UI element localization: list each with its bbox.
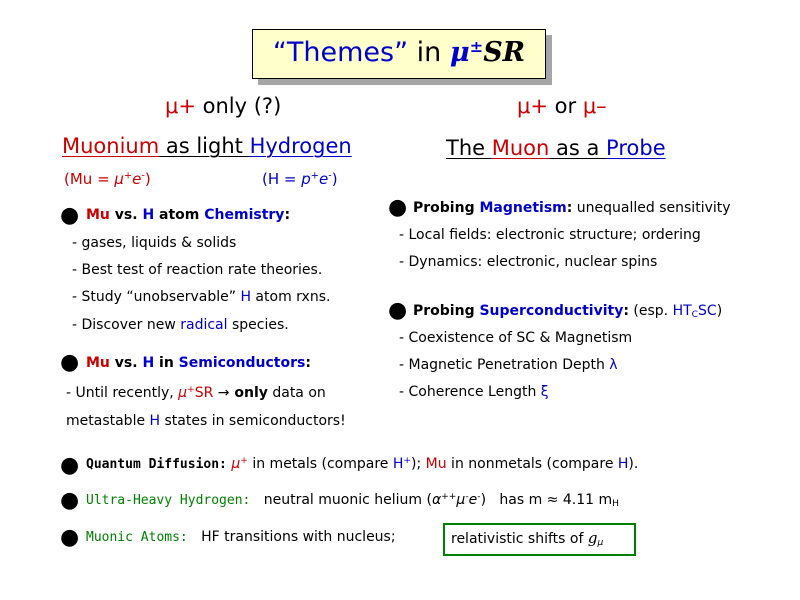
right-bullet-1: Probing Magnetism: unequalled sensitivity	[413, 200, 731, 216]
left-bullet-1: Mu vs. H atom Chemistry:	[86, 207, 291, 223]
bullet-icon: ●	[388, 195, 408, 220]
left-item-3: - Study “unobservable” H atom rxns.	[72, 289, 331, 305]
bullet-icon: ●	[60, 525, 80, 550]
formula-hydrogen: (H = p+e-)	[262, 170, 338, 188]
right-item-1: - Local fields: electronic structure; ordering	[399, 227, 701, 243]
bottom-bullet-2: Ultra-Heavy Hydrogen: neutral muonic helium (α++μ-e-) has m ≈ 4.11 $m_H$	[86, 492, 619, 509]
xi-symbol: ξ	[540, 384, 549, 400]
relativistic-shifts-text: relativistic shifts of $g_\mu$	[451, 529, 604, 548]
right-heading-2: The Muon as a Probe	[446, 136, 666, 160]
right-item-5: - Coherence Length ξ	[399, 384, 549, 400]
left-item-1: - gases, liquids & solids	[72, 235, 237, 251]
left-heading-1: μ+ only (?)	[165, 94, 282, 118]
left-bullet-2: Mu vs. H in Semiconductors:	[86, 355, 311, 371]
left-item-4: - Discover new radical species.	[72, 317, 289, 333]
bullet-icon: ●	[60, 350, 80, 375]
right-item-4: - Magnetic Penetration Depth λ	[399, 357, 618, 373]
left-item-2: - Best test of reaction rate theories.	[72, 262, 323, 278]
bullet-icon: ●	[388, 298, 408, 323]
formula-muonium: (Mu = μ+e-)	[64, 170, 151, 188]
right-item-3: - Coexistence of SC & Magnetism	[399, 330, 633, 346]
left-item-5: - Until recently, μ+SR → only data on	[66, 385, 326, 401]
slide-title: “Themes” in μ±SR	[272, 37, 526, 68]
bullet-icon: ●	[60, 453, 80, 478]
bottom-bullet-3: Muonic Atoms: HF transitions with nucleus;	[86, 529, 396, 545]
right-bullet-2: Probing Superconductivity: (esp. $HT_CSC$)	[413, 303, 723, 320]
bullet-icon: ●	[60, 488, 80, 513]
right-heading-1: μ+ or μ–	[517, 94, 607, 118]
bottom-bullet-1: Quantum Diffusion: μ+ in metals (compare H+); Mu in nonmetals (compare H).	[86, 456, 639, 472]
left-item-6: metastable H states in semiconductors!	[66, 413, 346, 429]
left-heading-2: Muonium as light Hydrogen	[62, 134, 352, 158]
right-item-2: - Dynamics: electronic, nuclear spins	[399, 254, 658, 270]
bullet-icon: ●	[60, 203, 80, 228]
lambda-symbol: λ	[609, 357, 618, 373]
